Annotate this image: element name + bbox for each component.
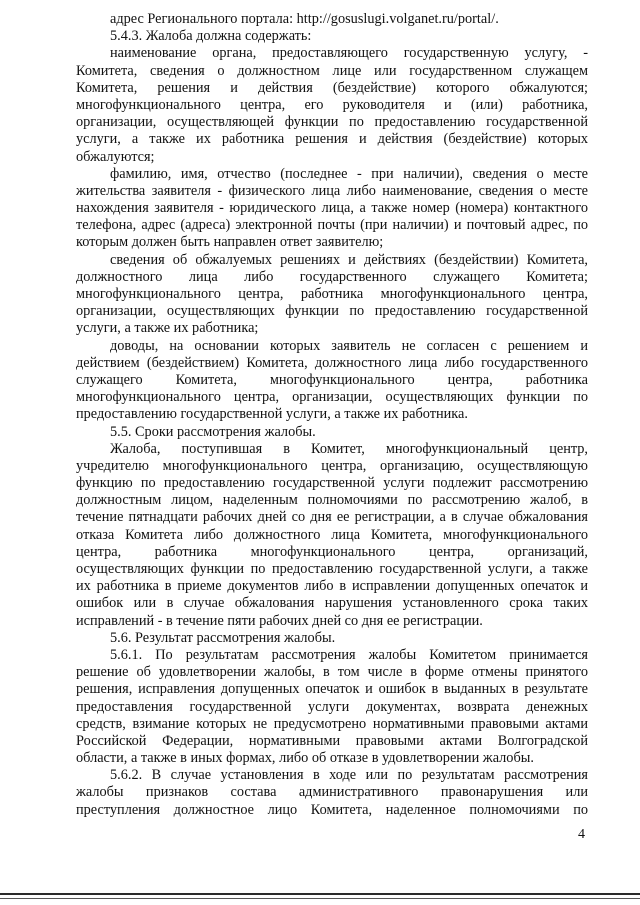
text-line: жительства заявителя - физического лица либо наименование, сведения о месте bbox=[76, 182, 588, 199]
text-line: многофункционального центра, организации, осуществляющих функции по bbox=[76, 389, 588, 406]
text-line: наименование органа, предоставляющего государственную услугу, - bbox=[110, 45, 588, 62]
text-line: нахождения заявителя - юридического лица, а также номер (номера) контактного bbox=[76, 200, 588, 217]
scan-edge-line bbox=[0, 898, 640, 899]
text-line: 5.4.3. Жалоба должна содержать: bbox=[110, 28, 312, 45]
text-line: Комитета, сведения о должностном лице или государственном служащем bbox=[76, 62, 588, 79]
text-line: учредителю многофункционального центра, организацию, осуществляющую bbox=[76, 457, 588, 474]
text-line: Комитета, решения и действия (бездействие) которого обжалуются; bbox=[76, 79, 588, 96]
text-line: обжалуются; bbox=[76, 148, 155, 165]
text-line: исправлений - в течение пяти рабочих дней со дня ее регистрации. bbox=[76, 612, 483, 629]
text-line: организации, осуществляющей функции по предоставлению государственной bbox=[76, 114, 588, 131]
text-line: отказа Комитета либо должностного лица Комитета, многофункционального bbox=[76, 526, 588, 543]
text-line: многофункционального центра, его руководителя и (или) работника, bbox=[76, 96, 588, 113]
text-line: преступления должностное лицо Комитета, наделенное полномочиями по bbox=[76, 801, 588, 818]
text-line: Жалоба, поступившая в Комитет, многофункциональный центр, bbox=[110, 440, 588, 457]
text-line: центра, работника многофункционального центра, организаций, bbox=[76, 543, 588, 560]
text-line: организации, осуществляющих функции по предоставлению государственной bbox=[76, 303, 588, 320]
text-line: их работника в приеме документов либо в исправлении допущенных опечаток и bbox=[76, 578, 588, 595]
text-line: области, а также в иных формах, либо об отказе в удовлетворении жалобы. bbox=[76, 750, 534, 767]
text-line: должностного лица либо государственного служащего Комитета; bbox=[76, 268, 588, 285]
text-line: предоставлению государственной услуги, а также их работника. bbox=[76, 406, 468, 423]
text-line: течение пятнадцати рабочих дней со дня ее регистрации, а в случае обжалования bbox=[76, 509, 588, 526]
text-line: действием (бездействием) Комитета, должностного лица либо государственного bbox=[76, 354, 588, 371]
text-line: фамилию, имя, отчество (последнее - при наличии), сведения о месте bbox=[110, 165, 588, 182]
scan-edge-line bbox=[0, 893, 640, 895]
text-line: предоставления государственной услуги документах, возврата денежных bbox=[76, 698, 588, 715]
text-line: услуги, а также их работника; bbox=[76, 320, 259, 337]
text-line: служащего Комитета, многофункционального центра, работника bbox=[76, 371, 588, 388]
section-heading: 5.5. Сроки рассмотрения жалобы. bbox=[110, 423, 316, 440]
section-heading: 5.6. Результат рассмотрения жалобы. bbox=[110, 629, 336, 646]
text-line: должностным лицом, наделенным полномочиями по рассмотрению жалоб, в bbox=[76, 492, 588, 509]
text-line: которым должен быть направлен ответ заявителю; bbox=[76, 234, 384, 251]
text-line: доводы, на основании которых заявитель не согласен с решением и bbox=[110, 337, 588, 354]
document-body bbox=[76, 11, 588, 819]
page-number: 4 bbox=[578, 827, 585, 842]
text-line: решения, исправления допущенных опечаток и ошибок в выданных в результате bbox=[76, 681, 588, 698]
text-line: осуществляющих функции по предоставлению государственной услуги, а также bbox=[76, 561, 588, 577]
text-line: функцию по предоставлению государственной услуги подлежит рассмотрению bbox=[76, 475, 588, 492]
text-line: многофункционального центра, работника многофункционального центра, bbox=[76, 286, 588, 302]
text-line: средств, взимание которых не предусмотрено нормативными правовыми актами bbox=[76, 715, 588, 732]
text-line: жалобы признаков состава административного правонарушения или bbox=[76, 784, 588, 801]
text-line: адрес Регионального портала: http://gosuslugi.volganet.ru/portal/. bbox=[110, 11, 499, 27]
text-line: ошибок или в случае обжалования нарушения установленного срока таких bbox=[76, 595, 588, 612]
text-line: услуги, а также их работника решения и действия (бездействие) которых bbox=[76, 131, 588, 148]
text-line: 5.6.1. По результатам рассмотрения жалобы Комитетом принимается bbox=[110, 646, 588, 663]
text-line: Российской Федерации, нормативными правовыми актами Волгоградской bbox=[76, 732, 588, 749]
text-line: 5.6.2. В случае установления в ходе или по результатам рассмотрения bbox=[110, 767, 588, 784]
text-line: сведения об обжалуемых решениях и действиях (бездействии) Комитета, bbox=[110, 251, 588, 268]
text-line: телефона, адрес (адреса) электронной почты (при наличии) и почтовый адрес, по bbox=[76, 217, 588, 234]
text-line: решение об удовлетворении жалобы, в том числе в форме отмены принятого bbox=[76, 664, 588, 681]
